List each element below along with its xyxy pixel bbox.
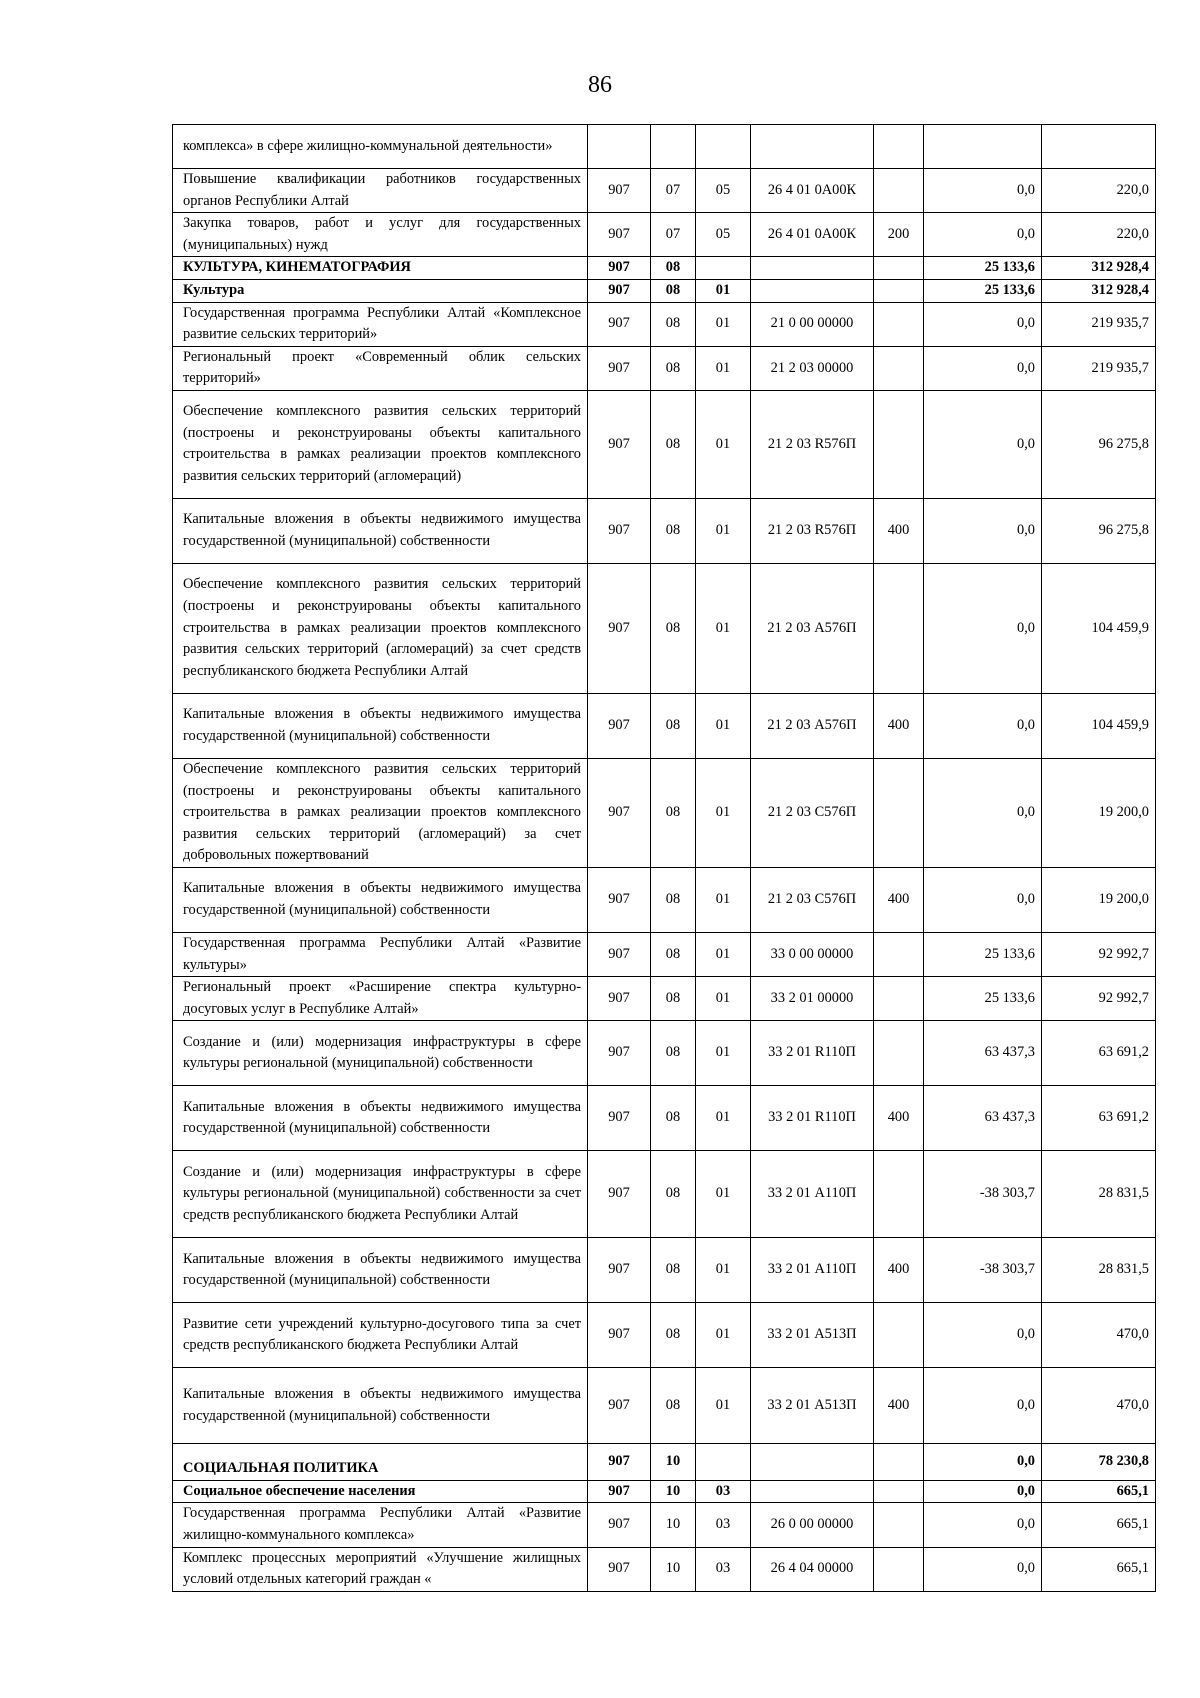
- cell-amount-1: 25 133,6: [924, 257, 1042, 280]
- cell-target-article: 21 2 03 С576П: [751, 867, 874, 932]
- cell-subsection-code: 01: [696, 1086, 751, 1151]
- table-row: [173, 977, 1156, 1021]
- cell-section-code: 08: [651, 390, 696, 498]
- cell-amount-1: 0,0: [924, 1303, 1042, 1368]
- cell-section-code: 08: [651, 1303, 696, 1368]
- table-row: [173, 1151, 1156, 1238]
- table-row: [173, 932, 1156, 976]
- table-row: [173, 1368, 1156, 1444]
- table-row: [173, 279, 1156, 302]
- table-row: [173, 563, 1156, 693]
- cell-amount-2: 96 275,8: [1042, 498, 1156, 563]
- cell-expense-type: [874, 1021, 924, 1086]
- cell-amount-1: -38 303,7: [924, 1238, 1042, 1303]
- cell-ministry-code: 907: [588, 257, 651, 280]
- cell-name: Капитальные вложения в объекты недвижимого имущества государственной (муниципальной) собственности: [173, 693, 588, 758]
- cell-subsection-code: 05: [696, 213, 751, 257]
- cell-subsection-code: 01: [696, 758, 751, 867]
- cell-expense-type: [874, 1480, 924, 1503]
- cell-section-code: 08: [651, 302, 696, 346]
- cell-target-article: [751, 1480, 874, 1503]
- cell-expense-type: [874, 279, 924, 302]
- cell-target-article: 21 2 03 R576П: [751, 390, 874, 498]
- cell-amount-1: 0,0: [924, 346, 1042, 390]
- table-row: [173, 1503, 1156, 1547]
- table-row: [173, 758, 1156, 867]
- cell-expense-type: [874, 169, 924, 213]
- cell-amount-2: 63 691,2: [1042, 1021, 1156, 1086]
- cell-amount-2: 92 992,7: [1042, 932, 1156, 976]
- cell-subsection-code: 01: [696, 1021, 751, 1086]
- cell-subsection-code: 01: [696, 1151, 751, 1238]
- cell-ministry-code: 907: [588, 1368, 651, 1444]
- cell-amount-2: 470,0: [1042, 1368, 1156, 1444]
- cell-subsection-code: [696, 257, 751, 280]
- cell-target-article: [751, 125, 874, 169]
- cell-section-code: 10: [651, 1503, 696, 1547]
- cell-amount-2: 19 200,0: [1042, 867, 1156, 932]
- cell-subsection-code: 01: [696, 932, 751, 976]
- cell-name: Государственная программа Республики Алтай «Развитие культуры»: [173, 932, 588, 976]
- cell-amount-2: 104 459,9: [1042, 693, 1156, 758]
- cell-section-code: 08: [651, 932, 696, 976]
- table-row: [173, 169, 1156, 213]
- cell-expense-type: [874, 563, 924, 693]
- cell-target-article: 21 2 03 R576П: [751, 498, 874, 563]
- table-row: [173, 1086, 1156, 1151]
- cell-subsection-code: 01: [696, 1238, 751, 1303]
- cell-expense-type: [874, 390, 924, 498]
- cell-target-article: 33 2 01 А513П: [751, 1368, 874, 1444]
- cell-ministry-code: 907: [588, 693, 651, 758]
- cell-ministry-code: 907: [588, 1444, 651, 1481]
- cell-expense-type: [874, 302, 924, 346]
- cell-section-code: 08: [651, 257, 696, 280]
- cell-expense-type: [874, 1444, 924, 1481]
- cell-amount-2: 665,1: [1042, 1480, 1156, 1503]
- cell-name: Культура: [173, 279, 588, 302]
- cell-ministry-code: 907: [588, 1086, 651, 1151]
- cell-amount-1: 25 133,6: [924, 279, 1042, 302]
- cell-expense-type: [874, 257, 924, 280]
- cell-amount-2: 78 230,8: [1042, 1444, 1156, 1481]
- cell-amount-1: 0,0: [924, 1368, 1042, 1444]
- cell-target-article: 33 2 01 R110П: [751, 1086, 874, 1151]
- table-body: [173, 125, 1156, 1592]
- table-row: [173, 1547, 1156, 1591]
- cell-amount-1: 25 133,6: [924, 977, 1042, 1021]
- cell-name: Обеспечение комплексного развития сельских территорий (построены и реконструированы объекты капитального строительства в рамках реализации проектов комплексного развития сельских территорий (агломераций) за счет средств республиканского бюджета Республики Алтай: [173, 563, 588, 693]
- cell-amount-2: 28 831,5: [1042, 1151, 1156, 1238]
- cell-ministry-code: 907: [588, 169, 651, 213]
- table-row: [173, 257, 1156, 280]
- cell-subsection-code: 01: [696, 867, 751, 932]
- cell-amount-1: 0,0: [924, 169, 1042, 213]
- cell-section-code: 08: [651, 977, 696, 1021]
- cell-subsection-code: 01: [696, 498, 751, 563]
- cell-name: Капитальные вложения в объекты недвижимого имущества государственной (муниципальной) собственности: [173, 1086, 588, 1151]
- cell-subsection-code: 01: [696, 346, 751, 390]
- cell-name: Развитие сети учреждений культурно-досугового типа за счет средств республиканского бюджета Республики Алтай: [173, 1303, 588, 1368]
- cell-subsection-code: 01: [696, 302, 751, 346]
- cell-amount-2: 220,0: [1042, 213, 1156, 257]
- cell-amount-2: 92 992,7: [1042, 977, 1156, 1021]
- cell-target-article: 26 4 04 00000: [751, 1547, 874, 1591]
- table-row: [173, 346, 1156, 390]
- cell-ministry-code: 907: [588, 302, 651, 346]
- cell-amount-1: 0,0: [924, 563, 1042, 693]
- cell-ministry-code: 907: [588, 563, 651, 693]
- table-row: [173, 125, 1156, 169]
- cell-amount-1: 0,0: [924, 758, 1042, 867]
- table-row: [173, 1238, 1156, 1303]
- cell-target-article: [751, 257, 874, 280]
- cell-target-article: 33 2 01 А513П: [751, 1303, 874, 1368]
- cell-section-code: 07: [651, 169, 696, 213]
- cell-expense-type: 200: [874, 213, 924, 257]
- cell-section-code: 10: [651, 1480, 696, 1503]
- cell-amount-1: 0,0: [924, 498, 1042, 563]
- cell-subsection-code: 03: [696, 1480, 751, 1503]
- cell-section-code: 07: [651, 213, 696, 257]
- cell-name: СОЦИАЛЬНАЯ ПОЛИТИКА: [173, 1444, 588, 1481]
- cell-amount-1: 25 133,6: [924, 932, 1042, 976]
- cell-ministry-code: 907: [588, 213, 651, 257]
- cell-subsection-code: 01: [696, 279, 751, 302]
- cell-ministry-code: 907: [588, 977, 651, 1021]
- cell-name: Региональный проект «Расширение спектра культурно-досуговых услуг в Республике Алтай»: [173, 977, 588, 1021]
- cell-expense-type: [874, 1303, 924, 1368]
- cell-target-article: 26 4 01 0А00К: [751, 169, 874, 213]
- cell-amount-1: 63 437,3: [924, 1086, 1042, 1151]
- cell-ministry-code: 907: [588, 758, 651, 867]
- cell-amount-2: 28 831,5: [1042, 1238, 1156, 1303]
- cell-name: Капитальные вложения в объекты недвижимого имущества государственной (муниципальной) собственности: [173, 1238, 588, 1303]
- cell-amount-1: 0,0: [924, 390, 1042, 498]
- cell-subsection-code: [696, 1444, 751, 1481]
- cell-name: Государственная программа Республики Алтай «Развитие жилищно-коммунального комплекса»: [173, 1503, 588, 1547]
- cell-expense-type: 400: [874, 1238, 924, 1303]
- cell-name: Повышение квалификации работников государственных органов Республики Алтай: [173, 169, 588, 213]
- table-row: [173, 1480, 1156, 1503]
- cell-name: Капитальные вложения в объекты недвижимого имущества государственной (муниципальной) собственности: [173, 498, 588, 563]
- cell-expense-type: [874, 1151, 924, 1238]
- cell-target-article: 21 2 03 С576П: [751, 758, 874, 867]
- cell-name: Обеспечение комплексного развития сельских территорий (построены и реконструированы объекты капитального строительства в рамках реализации проектов комплексного развития сельских территорий (агломераций): [173, 390, 588, 498]
- cell-amount-1: -38 303,7: [924, 1151, 1042, 1238]
- cell-section-code: 08: [651, 346, 696, 390]
- cell-amount-2: 665,1: [1042, 1547, 1156, 1591]
- cell-section-code: 08: [651, 1086, 696, 1151]
- cell-target-article: 26 0 00 00000: [751, 1503, 874, 1547]
- cell-amount-1: [924, 125, 1042, 169]
- cell-amount-1: 0,0: [924, 1444, 1042, 1481]
- cell-target-article: 21 0 00 00000: [751, 302, 874, 346]
- cell-section-code: [651, 125, 696, 169]
- cell-section-code: 08: [651, 563, 696, 693]
- cell-amount-2: 470,0: [1042, 1303, 1156, 1368]
- budget-table: [172, 124, 1156, 1592]
- cell-name: Социальное обеспечение населения: [173, 1480, 588, 1503]
- cell-target-article: [751, 279, 874, 302]
- cell-section-code: 10: [651, 1444, 696, 1481]
- cell-subsection-code: 01: [696, 390, 751, 498]
- cell-name: Закупка товаров, работ и услуг для государственных (муниципальных) нужд: [173, 213, 588, 257]
- cell-ministry-code: 907: [588, 346, 651, 390]
- cell-expense-type: [874, 932, 924, 976]
- cell-target-article: 26 4 01 0А00К: [751, 213, 874, 257]
- table-row: [173, 1303, 1156, 1368]
- cell-target-article: [751, 1444, 874, 1481]
- cell-subsection-code: [696, 125, 751, 169]
- cell-ministry-code: 907: [588, 867, 651, 932]
- table-row: [173, 693, 1156, 758]
- cell-subsection-code: 01: [696, 1368, 751, 1444]
- cell-section-code: 08: [651, 498, 696, 563]
- cell-ministry-code: 907: [588, 390, 651, 498]
- cell-ministry-code: 907: [588, 498, 651, 563]
- cell-amount-1: 63 437,3: [924, 1021, 1042, 1086]
- cell-section-code: 08: [651, 1151, 696, 1238]
- cell-amount-2: 219 935,7: [1042, 346, 1156, 390]
- cell-amount-2: [1042, 125, 1156, 169]
- table-row: [173, 390, 1156, 498]
- cell-name: Государственная программа Республики Алтай «Комплексное развитие сельских территорий»: [173, 302, 588, 346]
- cell-expense-type: [874, 125, 924, 169]
- cell-amount-1: 0,0: [924, 1480, 1042, 1503]
- cell-amount-1: 0,0: [924, 867, 1042, 932]
- cell-target-article: 21 2 03 00000: [751, 346, 874, 390]
- cell-ministry-code: 907: [588, 1303, 651, 1368]
- cell-amount-2: 665,1: [1042, 1503, 1156, 1547]
- cell-ministry-code: [588, 125, 651, 169]
- table-row: [173, 213, 1156, 257]
- cell-ministry-code: 907: [588, 279, 651, 302]
- cell-expense-type: [874, 977, 924, 1021]
- cell-section-code: 08: [651, 1368, 696, 1444]
- cell-name: Капитальные вложения в объекты недвижимого имущества государственной (муниципальной) собственности: [173, 1368, 588, 1444]
- cell-name: Капитальные вложения в объекты недвижимого имущества государственной (муниципальной) собственности: [173, 867, 588, 932]
- cell-amount-1: 0,0: [924, 693, 1042, 758]
- cell-amount-2: 220,0: [1042, 169, 1156, 213]
- cell-expense-type: [874, 1547, 924, 1591]
- cell-expense-type: 400: [874, 867, 924, 932]
- cell-section-code: 08: [651, 1021, 696, 1086]
- table-row: [173, 1021, 1156, 1086]
- cell-expense-type: [874, 758, 924, 867]
- cell-target-article: 33 2 01 А110П: [751, 1238, 874, 1303]
- cell-ministry-code: 907: [588, 1480, 651, 1503]
- cell-section-code: 08: [651, 1238, 696, 1303]
- cell-name: Региональный проект «Современный облик сельских территорий»: [173, 346, 588, 390]
- cell-name: Создание и (или) модернизация инфраструктуры в сфере культуры региональной (муниципальной) собственности за счет средств республиканского бюджета Республики Алтай: [173, 1151, 588, 1238]
- cell-amount-1: 0,0: [924, 213, 1042, 257]
- cell-name: КУЛЬТУРА, КИНЕМАТОГРАФИЯ: [173, 257, 588, 280]
- table-row: [173, 498, 1156, 563]
- table-row: [173, 867, 1156, 932]
- cell-section-code: 10: [651, 1547, 696, 1591]
- cell-subsection-code: 01: [696, 977, 751, 1021]
- cell-subsection-code: 01: [696, 693, 751, 758]
- cell-expense-type: 400: [874, 498, 924, 563]
- page-number: 86: [588, 72, 612, 98]
- cell-section-code: 08: [651, 758, 696, 867]
- cell-subsection-code: 01: [696, 563, 751, 693]
- cell-ministry-code: 907: [588, 932, 651, 976]
- cell-expense-type: [874, 1503, 924, 1547]
- cell-amount-2: 19 200,0: [1042, 758, 1156, 867]
- cell-section-code: 08: [651, 867, 696, 932]
- cell-target-article: 33 0 00 00000: [751, 932, 874, 976]
- cell-section-code: 08: [651, 279, 696, 302]
- cell-expense-type: [874, 346, 924, 390]
- cell-subsection-code: 05: [696, 169, 751, 213]
- cell-amount-2: 96 275,8: [1042, 390, 1156, 498]
- cell-ministry-code: 907: [588, 1151, 651, 1238]
- cell-amount-2: 104 459,9: [1042, 563, 1156, 693]
- cell-amount-1: 0,0: [924, 302, 1042, 346]
- cell-target-article: 33 2 01 R110П: [751, 1021, 874, 1086]
- cell-ministry-code: 907: [588, 1021, 651, 1086]
- cell-name: Создание и (или) модернизация инфраструктуры в сфере культуры региональной (муниципальной) собственности: [173, 1021, 588, 1086]
- cell-name: Обеспечение комплексного развития сельских территорий (построены и реконструированы объекты капитального строительства в рамках реализации проектов комплексного развития сельских территорий (агломераций) за счет добровольных пожертвований: [173, 758, 588, 867]
- table-row: [173, 302, 1156, 346]
- cell-expense-type: 400: [874, 1086, 924, 1151]
- cell-expense-type: 400: [874, 693, 924, 758]
- cell-expense-type: 400: [874, 1368, 924, 1444]
- cell-ministry-code: 907: [588, 1238, 651, 1303]
- cell-amount-2: 312 928,4: [1042, 257, 1156, 280]
- cell-target-article: 33 2 01 А110П: [751, 1151, 874, 1238]
- cell-subsection-code: 03: [696, 1547, 751, 1591]
- cell-amount-1: 0,0: [924, 1547, 1042, 1591]
- cell-amount-2: 312 928,4: [1042, 279, 1156, 302]
- cell-name: комплекса» в сфере жилищно-коммунальной деятельности»: [173, 125, 588, 169]
- cell-ministry-code: 907: [588, 1547, 651, 1591]
- cell-amount-2: 63 691,2: [1042, 1086, 1156, 1151]
- cell-amount-2: 219 935,7: [1042, 302, 1156, 346]
- cell-subsection-code: 01: [696, 1303, 751, 1368]
- table-row: [173, 1444, 1156, 1481]
- cell-section-code: 08: [651, 693, 696, 758]
- cell-name: Комплекс процессных мероприятий «Улучшение жилищных условий отдельных категорий граждан «: [173, 1547, 588, 1591]
- cell-amount-1: 0,0: [924, 1503, 1042, 1547]
- cell-target-article: 21 2 03 А576П: [751, 563, 874, 693]
- cell-ministry-code: 907: [588, 1503, 651, 1547]
- cell-target-article: 33 2 01 00000: [751, 977, 874, 1021]
- cell-subsection-code: 03: [696, 1503, 751, 1547]
- cell-target-article: 21 2 03 А576П: [751, 693, 874, 758]
